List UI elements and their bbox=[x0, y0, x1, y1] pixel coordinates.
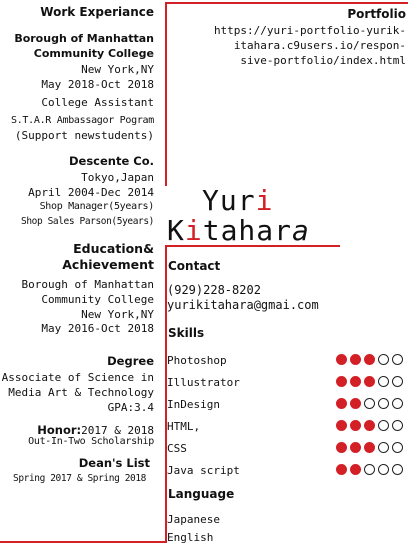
deans-years: Spring 2017 & Spring 2018 bbox=[13, 473, 146, 484]
edu-heading-line1: Education& bbox=[73, 241, 154, 256]
skill-name: Java script bbox=[167, 464, 240, 477]
skill-rating bbox=[336, 354, 403, 365]
honor-label: Honor: bbox=[37, 423, 82, 437]
rating-dot-filled bbox=[336, 354, 347, 365]
rating-dot-filled bbox=[350, 442, 361, 453]
job2-company: Descente Co. bbox=[68, 154, 154, 168]
rating-dot-empty bbox=[378, 398, 389, 409]
name-first bbox=[202, 186, 273, 216]
contact-phone[interactable]: (929)228-8202 bbox=[167, 283, 261, 297]
skills-heading: Skills bbox=[168, 326, 205, 340]
skill-row bbox=[167, 418, 403, 436]
contact-email[interactable]: yurikitahara@gmai.com bbox=[167, 298, 319, 312]
skill-name: CSS bbox=[167, 442, 187, 455]
bottom-red-line bbox=[0, 541, 167, 543]
job2-role2: Shop Sales Parson(5years) bbox=[21, 216, 154, 227]
rating-dot-empty bbox=[378, 376, 389, 387]
name-last bbox=[167, 216, 310, 246]
edu-heading-line2: Achievement bbox=[62, 257, 154, 272]
job1-company-line2: Community College bbox=[33, 47, 154, 60]
rating-dot-filled bbox=[350, 398, 361, 409]
skill-name: Illustrator bbox=[167, 376, 240, 389]
rating-dot-empty bbox=[364, 398, 375, 409]
skill-row bbox=[167, 462, 403, 480]
rating-dot-filled bbox=[350, 464, 361, 475]
portfolio-url-line3[interactable]: sive-portfolio/index.html bbox=[240, 54, 406, 67]
language-item: Japanese bbox=[167, 513, 220, 526]
rating-dot-filled bbox=[364, 442, 375, 453]
rating-dot-filled bbox=[336, 464, 347, 475]
name-last-k: K bbox=[167, 214, 185, 247]
rating-dot-filled bbox=[364, 420, 375, 431]
contact-heading: Contact bbox=[168, 259, 221, 273]
name-last-mid: tahar bbox=[202, 214, 293, 247]
edu-dates: May 2016-Oct 2018 bbox=[41, 322, 154, 335]
skill-rating bbox=[336, 398, 403, 409]
rating-dot-empty bbox=[392, 354, 403, 365]
skill-row bbox=[167, 440, 403, 458]
rating-dot-filled bbox=[364, 354, 375, 365]
rating-dot-filled bbox=[350, 376, 361, 387]
job1-detail2: (Support newstudents) bbox=[14, 129, 154, 142]
rating-dot-empty bbox=[378, 354, 389, 365]
degree-line2: Media Art & Technology bbox=[8, 386, 154, 399]
skill-rating bbox=[336, 442, 403, 453]
skill-name: InDesign bbox=[167, 398, 220, 411]
portfolio-url-line2[interactable]: itahara.c9users.io/respon- bbox=[233, 39, 406, 52]
skill-row bbox=[167, 352, 403, 370]
rating-dot-filled bbox=[336, 376, 347, 387]
top-red-line bbox=[165, 2, 408, 4]
portfolio-url-line1[interactable]: https://yuri-portfolio-yurik- bbox=[213, 24, 406, 37]
rating-dot-empty bbox=[392, 442, 403, 453]
rating-dot-filled bbox=[350, 420, 361, 431]
rating-dot-empty bbox=[378, 442, 389, 453]
degree-gpa: GPA:3.4 bbox=[107, 401, 154, 414]
rating-dot-filled bbox=[336, 442, 347, 453]
job2-dates: April 2004-Dec 2014 bbox=[28, 186, 154, 199]
skill-name: HTML, bbox=[167, 420, 201, 433]
name-last-end: a bbox=[292, 214, 310, 247]
rating-dot-empty bbox=[392, 464, 403, 475]
rating-dot-empty bbox=[378, 464, 389, 475]
job1-role: College Assistant bbox=[41, 96, 154, 109]
job1-company-line1: Borough of Manhattan bbox=[14, 32, 154, 45]
portfolio-heading: Portfolio bbox=[347, 7, 406, 21]
honor-years: 2017 & 2018 bbox=[81, 424, 154, 437]
job2-role1: Shop Manager(5years) bbox=[39, 201, 154, 212]
edu-school-line1: Borough of Manhattan bbox=[21, 278, 154, 291]
rating-dot-filled bbox=[336, 398, 347, 409]
name-first-part: Yur bbox=[202, 184, 256, 217]
rating-dot-empty bbox=[378, 420, 389, 431]
rating-dot-filled bbox=[336, 420, 347, 431]
skill-rating bbox=[336, 464, 403, 475]
edu-school-line2: Community College bbox=[41, 293, 154, 306]
rating-dot-empty bbox=[392, 420, 403, 431]
deans-heading: Dean's List bbox=[78, 456, 150, 470]
name-first-accent: i bbox=[255, 184, 274, 217]
rating-dot-empty bbox=[392, 376, 403, 387]
skill-row bbox=[167, 396, 403, 414]
job1-location: New York,NY bbox=[81, 63, 154, 76]
rating-dot-filled bbox=[364, 376, 375, 387]
skill-rating bbox=[336, 420, 403, 431]
language-heading: Language bbox=[168, 487, 235, 501]
edu-location: New York,NY bbox=[81, 308, 154, 321]
degree-line1: Associate of Science in bbox=[1, 371, 154, 384]
job1-detail1: S.T.A.R Ambassagor Pogram bbox=[10, 115, 154, 126]
degree-heading: Degree bbox=[107, 354, 154, 368]
rating-dot-filled bbox=[350, 354, 361, 365]
work-heading: Work Experiance bbox=[40, 5, 154, 19]
honor-name: Out-In-Two Scholarship bbox=[28, 436, 154, 447]
vertical-red-line-upper bbox=[165, 2, 167, 186]
rating-dot-empty bbox=[364, 464, 375, 475]
skill-rating bbox=[336, 376, 403, 387]
skill-row bbox=[167, 374, 403, 392]
rating-dot-empty bbox=[392, 398, 403, 409]
job1-dates: May 2018-Oct 2018 bbox=[41, 78, 154, 91]
skill-name: Photoshop bbox=[167, 354, 227, 367]
job2-location: Tokyo,Japan bbox=[81, 171, 154, 184]
name-last-accent: i bbox=[184, 214, 203, 247]
language-item: English bbox=[167, 531, 214, 544]
